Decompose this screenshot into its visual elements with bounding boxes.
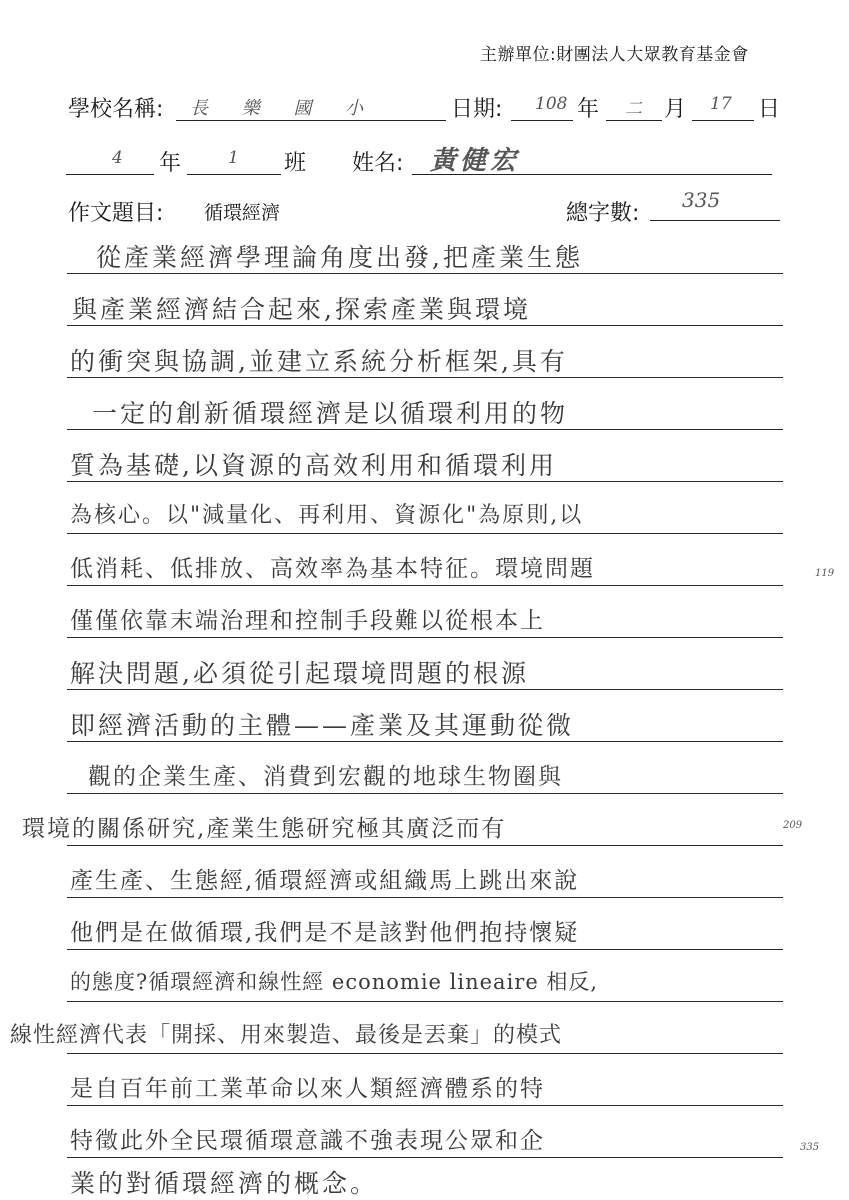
school-underline — [176, 120, 446, 121]
day-label: 日 — [758, 97, 781, 122]
name-value: 黃健宏 — [430, 146, 521, 176]
wordcount-value: 335 — [682, 188, 721, 212]
essay-line: 一定的創新循環經濟是以循環利用的物 — [92, 399, 569, 428]
name-label: 姓名: — [352, 151, 404, 176]
class-value: 1 — [228, 148, 239, 168]
grade-value: 4 — [112, 148, 123, 168]
essay-line: 即經濟活動的主體——產業及其運動從微 — [70, 711, 575, 740]
writing-line — [67, 897, 783, 898]
year-label: 年 — [577, 97, 600, 122]
essay-line: 是自百年前工業革命以來人類經濟體系的特 — [70, 1076, 545, 1102]
school-value: 長 樂 國 小 — [190, 98, 378, 119]
topic-label: 作文題目: — [68, 201, 164, 226]
essay-line: 線性經濟代表「開採、用來製造、最後是丟棄」的模式 — [10, 1023, 563, 1048]
wordcount-underline — [650, 220, 780, 221]
essay-line: 質為基礎,以資源的高效利用和循環利用 — [70, 451, 557, 480]
essay-line: 的衝突與協調,並建立系統分析框架,具有 — [70, 347, 568, 376]
grade-label: 年 — [159, 151, 182, 176]
margin-word-count: 209 — [783, 820, 803, 831]
writing-line — [67, 845, 783, 846]
essay-line: 觀的企業生產、消費到宏觀的地球生物圈與 — [88, 764, 563, 790]
writing-line — [67, 949, 783, 950]
writing-line — [67, 533, 783, 534]
writing-line — [67, 793, 783, 794]
writing-line — [67, 1053, 783, 1054]
writing-line — [67, 637, 783, 638]
essay-line: 他們是在做循環,我們是不是該對他們抱持懷疑 — [70, 920, 580, 946]
essay-line: 特徵此外全民環循環意識不強表現公眾和企 — [70, 1128, 545, 1154]
writing-line — [67, 1157, 783, 1158]
topic-value: 循環經濟 — [204, 202, 281, 224]
date-day-value: 17 — [710, 94, 732, 114]
class-underline — [187, 174, 281, 175]
class-label: 班 — [284, 151, 307, 176]
date-month-underline — [606, 120, 662, 121]
writing-line — [67, 585, 783, 586]
name-underline — [412, 174, 772, 175]
essay-line: 僅僅依靠末端治理和控制手段難以從根本上 — [70, 608, 545, 634]
essay-line: 解決問題,必須從引起環境問題的根源 — [70, 659, 529, 688]
date-day-underline — [692, 120, 754, 121]
essay-line: 為核心。以"減量化、再利用、資源化"為原則,以 — [70, 503, 584, 528]
date-label: 日期: — [451, 97, 503, 122]
essay-line: 環境的關係研究,產業生態研究極其廣泛而有 — [22, 816, 507, 842]
grade-underline — [66, 174, 154, 175]
essay-line: 與產業經濟結合起來,探索產業與環境 — [72, 295, 531, 324]
date-month-value: 二 — [625, 99, 642, 119]
essay-line: 產生產、生態經,循環經濟或組織馬上跳出來說 — [70, 868, 580, 894]
organizer-label: 主辦單位:財團法人大眾教育基金會 — [480, 45, 749, 65]
essay-line: 低消耗、低排放、高效率為基本特征。環境問題 — [70, 556, 595, 582]
essay-line: 業的對循環經濟的概念。 — [70, 1169, 379, 1198]
date-year-underline — [511, 120, 573, 121]
date-year-value: 108 — [535, 94, 568, 114]
margin-word-count: 335 — [800, 1142, 820, 1153]
writing-line — [67, 1001, 783, 1002]
writing-line — [67, 1105, 783, 1106]
month-label: 月 — [664, 97, 687, 122]
essay-line: 從產業經濟學理論角度出發,把產業生態 — [96, 243, 583, 272]
margin-word-count: 119 — [815, 568, 835, 579]
school-label: 學校名稱: — [68, 97, 164, 122]
essay-line: 的態度?循環經濟和線性經 economie lineaire 相反, — [70, 970, 599, 994]
wordcount-label: 總字數: — [566, 201, 640, 226]
